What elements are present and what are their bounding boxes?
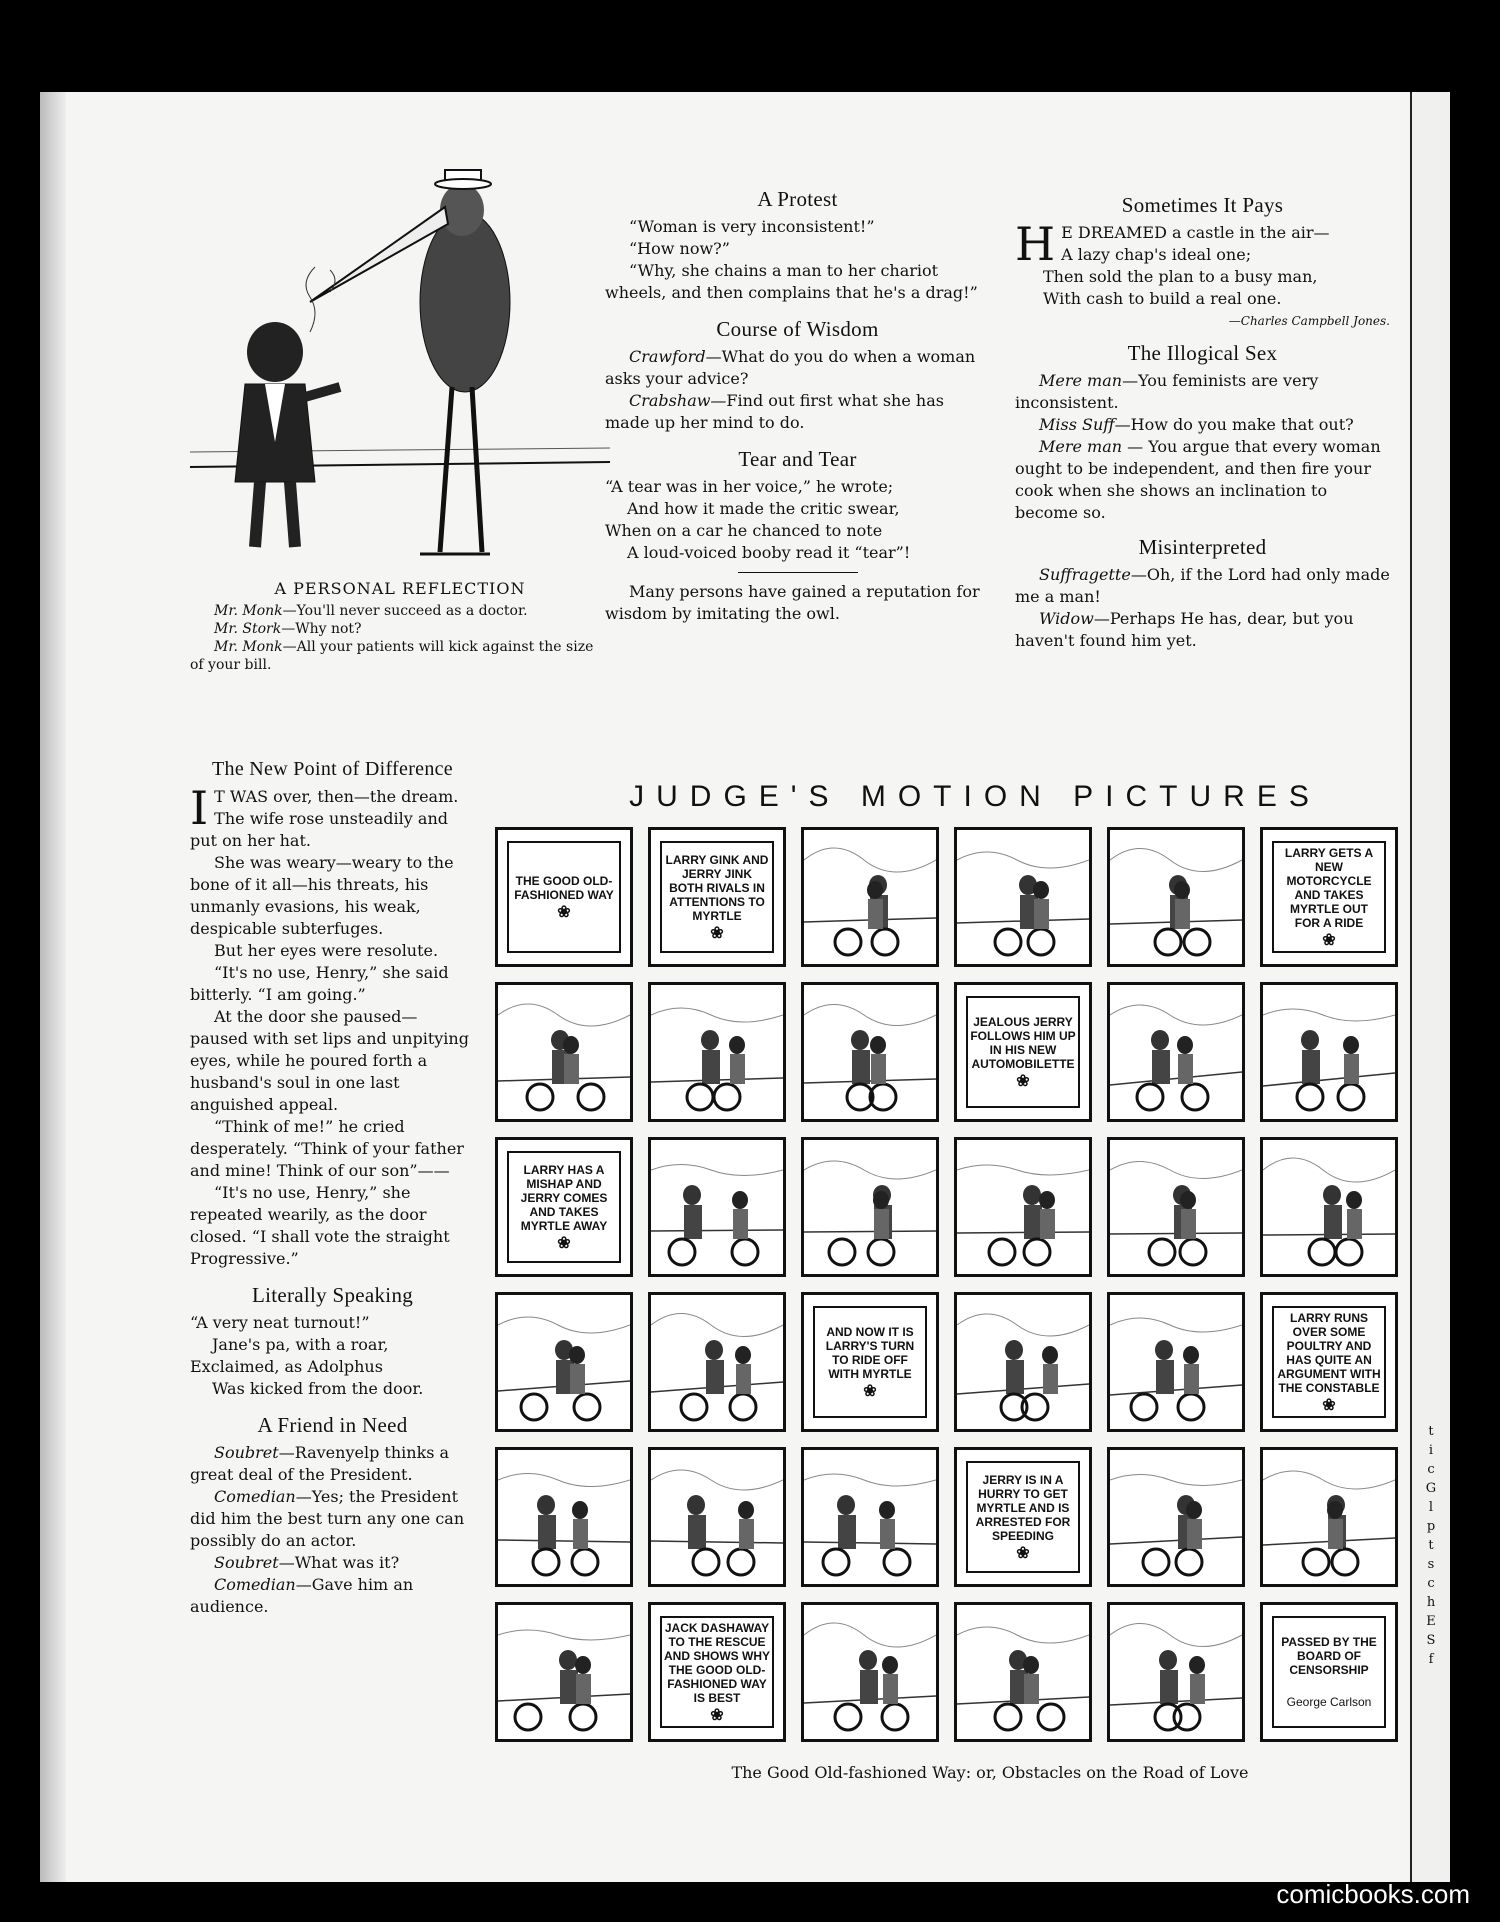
paragraph-text: “Think of me!” he cried desperately. “Think of your father and mine! Think of our son”—— — [190, 1117, 464, 1180]
scene-panel — [495, 1292, 633, 1432]
edge-letter: t — [1428, 1538, 1434, 1553]
scene-illustration — [804, 1605, 936, 1739]
left-column — [190, 752, 475, 1618]
scene-panel — [648, 1292, 786, 1432]
title-card — [813, 1306, 927, 1418]
text-line: “A very neat turnout!” — [190, 1313, 370, 1332]
dialogue-line — [1015, 608, 1390, 652]
right-column — [1015, 188, 1390, 652]
dialogue-text: —All your patients will kick against the size of your bill. — [190, 639, 594, 673]
magazine-page — [40, 92, 1450, 1882]
text-line: And how it made the critic swear, — [627, 499, 900, 518]
title-card-panel — [1260, 827, 1398, 967]
dialogue-line — [190, 602, 610, 620]
speaker-name: Widow — [1039, 609, 1094, 628]
scene-illustration — [957, 830, 1089, 964]
scene-illustration — [1263, 1450, 1395, 1584]
scene-panel — [495, 1602, 633, 1742]
edge-letter: h — [1426, 1595, 1436, 1610]
scene-illustration — [957, 1605, 1089, 1739]
scene-panel — [1107, 1292, 1245, 1432]
dialogue-line — [605, 390, 990, 434]
artist-signature: George Carlson — [1286, 1695, 1372, 1709]
scene-illustration — [804, 1140, 936, 1274]
edge-letter: l — [1428, 1500, 1434, 1515]
dialogue-text: —What do you do when a woman asks your advice? — [605, 347, 976, 388]
flower-icon: ❀ — [863, 1383, 877, 1400]
pays-dropcap: H — [1015, 217, 1056, 271]
scene-panel — [801, 982, 939, 1122]
dialogue-line — [605, 346, 990, 390]
speaker-name: Comedian — [214, 1575, 296, 1594]
text-line: “Woman is very inconsistent!” — [629, 217, 875, 236]
title-card-text: JEALOUS JERRY FOLLOWS HIM UP IN HIS NEW AUTOMOBILETTE — [970, 1015, 1076, 1071]
speaker-name: Suffragette — [1039, 565, 1131, 584]
scene-panel — [1260, 1137, 1398, 1277]
flower-icon: ❀ — [710, 1707, 724, 1724]
pays-verse — [1015, 217, 1390, 310]
dialogue-line — [190, 1574, 475, 1618]
text-line: A loud-voiced booby read it “tear”! — [627, 543, 911, 562]
edge-letter: f — [1428, 1652, 1434, 1667]
title-card — [660, 1616, 774, 1728]
protest-text — [605, 216, 990, 304]
scene-illustration — [1110, 1450, 1242, 1584]
pays-title: Sometimes It Pays — [1121, 193, 1284, 217]
dialogue-text: —Perhaps He has, dear, but you haven't found him yet. — [1015, 609, 1354, 650]
title-card — [507, 1151, 621, 1263]
title-card-panel — [801, 1292, 939, 1432]
scene-illustration — [1110, 1605, 1242, 1739]
text-line: A lazy chap's ideal one; — [1061, 245, 1252, 264]
scene-illustration — [498, 1450, 630, 1584]
flower-icon: ❀ — [557, 904, 571, 921]
scene-panel — [954, 1602, 1092, 1742]
difference-paragraph — [190, 852, 475, 940]
scene-panel — [954, 1137, 1092, 1277]
dialogue-line — [1015, 414, 1390, 436]
speaker-name: Miss Suff — [1039, 415, 1115, 434]
scene-panel — [648, 982, 786, 1122]
scene-illustration — [1263, 985, 1395, 1119]
title-card-panel — [495, 827, 633, 967]
scene-illustration — [651, 1450, 783, 1584]
dialogue-line — [190, 1442, 475, 1486]
scene-panel — [648, 1447, 786, 1587]
dialogue-line — [190, 1552, 475, 1574]
scene-illustration — [1110, 1140, 1242, 1274]
dialogue-text: —Find out first what she has made up her mind to do. — [605, 391, 944, 432]
title-card-panel — [648, 827, 786, 967]
scene-illustration — [957, 1295, 1089, 1429]
middle-column — [605, 182, 990, 625]
site-watermark: comicbooks.com — [1276, 1879, 1470, 1909]
scene-panel — [1260, 1447, 1398, 1587]
edge-letter: t — [1428, 1424, 1434, 1439]
flower-icon: ❀ — [1016, 1073, 1030, 1090]
difference-paragraph — [190, 1006, 475, 1116]
title-card-text: LARRY RUNS OVER SOME POULTRY AND HAS QUITE AN ARGUMENT WITH THE CONSTABLE — [1277, 1311, 1381, 1395]
title-card — [966, 1461, 1080, 1573]
paragraph-text: T WAS over, then—the dream. The wife rose unsteadily and put on her hat. — [190, 787, 459, 850]
title-card — [507, 841, 621, 953]
text-line: Exclaimed, as Adolphus — [190, 1357, 383, 1376]
paragraph-text: She was weary—weary to the bone of it all—his threats, his unmanly evasions, his weak, despicable subterfuges. — [190, 853, 454, 938]
paragraph-text: At the door she paused—paused with set lips and unpitying eyes, while he poured forth a husband's soul in one last anguished appeal. — [190, 1007, 469, 1114]
wisdom-title: Course of Wisdom — [716, 317, 879, 341]
scene-illustration — [804, 830, 936, 964]
text-line: Was kicked from the door. — [212, 1379, 424, 1398]
scene-illustration — [498, 1605, 630, 1739]
dialogue-text: — You argue that every woman ought to be independent, and then fire your cook when she shows an inclination to become so. — [1015, 437, 1381, 522]
speaker-name: Soubret — [214, 1443, 279, 1462]
friend-title: A Friend in Need — [257, 1413, 408, 1437]
flower-icon: ❀ — [1322, 1397, 1336, 1414]
edge-letter: c — [1427, 1576, 1435, 1591]
scene-illustration — [651, 985, 783, 1119]
difference-paragraph — [190, 1116, 475, 1182]
edge-letter: G — [1425, 1481, 1437, 1496]
title-card — [966, 996, 1080, 1108]
dialogue-text: —You feminists are very inconsistent. — [1015, 371, 1319, 412]
scene-illustration — [957, 1140, 1089, 1274]
misinterpreted-title: Misinterpreted — [1138, 535, 1267, 559]
title-card-text: AND NOW IT IS LARRY'S TURN TO RIDE OFF WITH MYRTLE — [825, 1325, 915, 1381]
title-card-text: JERRY IS IN A HURRY TO GET MYRTLE AND IS ARRESTED FOR SPEEDING — [975, 1473, 1071, 1543]
title-card — [1272, 841, 1386, 953]
title-card-panel — [648, 1602, 786, 1742]
scene-panel — [495, 982, 633, 1122]
tear-verse — [605, 476, 990, 564]
scene-panel — [1107, 982, 1245, 1122]
speaker-name: Crawford — [629, 347, 706, 366]
illogical-text — [1015, 370, 1390, 524]
dialogue-line — [190, 638, 610, 674]
title-card-text: LARRY GINK AND JERRY JINK BOTH RIVALS IN ATTENTIONS TO MYRTLE — [665, 853, 769, 923]
title-card — [660, 841, 774, 953]
pays-author: —Charles Campbell Jones. — [1228, 314, 1390, 328]
title-card — [1272, 1616, 1386, 1728]
scene-illustration — [651, 1295, 783, 1429]
flower-icon: ❀ — [1322, 932, 1336, 949]
illogical-title: The Illogical Sex — [1127, 341, 1278, 365]
title-card-text: THE GOOD OLD-FASHIONED WAY — [514, 874, 614, 902]
scene-panel — [954, 827, 1092, 967]
difference-paragraph — [190, 962, 475, 1006]
title-card-text: PASSED BY THE BOARD OF CENSORSHIP — [1281, 1635, 1377, 1677]
text-line: With cash to build a real one. — [1043, 289, 1282, 308]
speaker-name: Comedian — [214, 1487, 296, 1506]
scene-panel — [954, 1292, 1092, 1432]
dialogue-line — [190, 620, 610, 638]
title-card-panel — [495, 1137, 633, 1277]
text-line: When on a car he chanced to note — [605, 521, 883, 540]
flower-icon: ❀ — [557, 1235, 571, 1252]
scene-illustration — [804, 985, 936, 1119]
misinterpreted-text — [1015, 564, 1390, 652]
scene-panel — [1107, 1602, 1245, 1742]
scene-panel — [648, 1137, 786, 1277]
scene-panel — [801, 1602, 939, 1742]
difference-paragraph — [190, 940, 475, 962]
friend-text — [190, 1442, 475, 1618]
edge-letter: E — [1426, 1614, 1436, 1629]
dialogue-text: —Why not? — [281, 621, 362, 637]
scene-illustration — [804, 1450, 936, 1584]
edge-letter: c — [1427, 1462, 1435, 1477]
paragraph-text: “It's no use, Henry,” she repeated wearily, as the door closed. “I shall vote the straight Progressive.” — [190, 1183, 450, 1268]
dialogue-line — [190, 1486, 475, 1552]
dialogue-text: —Gave him an audience. — [190, 1575, 414, 1616]
scene-panel — [1107, 1447, 1245, 1587]
paragraph-text: “It's no use, Henry,” she said bitterly. “I am going.” — [190, 963, 449, 1004]
text-line: Jane's pa, with a roar, — [212, 1335, 389, 1354]
text-line: “A tear was in her voice,” he wrote; — [605, 477, 894, 496]
text-line: “How now?” — [629, 239, 730, 258]
scene-panel — [801, 1447, 939, 1587]
comic-caption: The Good Old-fashioned Way: or, Obstacles on the Road of Love — [731, 1763, 1249, 1782]
title-card-panel — [1260, 1292, 1398, 1432]
text-line: “Why, she chains a man to her chariot wheels, and then complains that he's a drag!” — [605, 261, 978, 302]
scene-illustration — [651, 1140, 783, 1274]
dialogue-text: —What was it? — [278, 1553, 400, 1572]
speaker-name: Soubret — [214, 1553, 279, 1572]
difference-title: The New Point of Difference — [212, 758, 453, 780]
owl-text: Many persons have gained a reputation for wisdom by imitating the owl. — [605, 582, 980, 623]
cartoon-dialogue — [190, 602, 610, 674]
title-card-panel — [954, 1447, 1092, 1587]
protest-title: A Protest — [757, 187, 838, 211]
dialogue-text: —You'll never succeed as a doctor. — [282, 603, 528, 619]
scene-panel — [1107, 1137, 1245, 1277]
difference-dropcap: I — [190, 781, 209, 835]
edge-letter: S — [1426, 1633, 1436, 1648]
scene-panel — [495, 1447, 633, 1587]
dialogue-line — [1015, 436, 1390, 524]
literally-verse — [190, 1312, 475, 1400]
tear-title: Tear and Tear — [738, 447, 857, 471]
edge-letter: s — [1427, 1557, 1435, 1572]
dialogue-text: —Oh, if the Lord had only made me a man! — [1015, 565, 1390, 606]
difference-paragraph — [190, 1182, 475, 1270]
difference-paragraph — [190, 781, 475, 852]
speaker-name: Mr. Stork — [214, 621, 282, 637]
page-spine — [40, 92, 66, 1882]
scene-illustration — [1110, 830, 1242, 964]
scene-illustration — [498, 985, 630, 1119]
flower-icon: ❀ — [1016, 1545, 1030, 1562]
cartoon-block — [190, 152, 610, 674]
text-line: Then sold the plan to a busy man, — [1043, 267, 1318, 286]
scene-illustration — [1110, 985, 1242, 1119]
monk-stork-cartoon — [190, 152, 610, 572]
cartoon-caption-title: A PERSONAL REFLECTION — [274, 579, 526, 598]
title-card-text: LARRY GETS A NEW MOTORCYCLE AND TAKES MYRTLE OUT FOR A RIDE — [1284, 846, 1374, 930]
edge-letter: p — [1426, 1519, 1436, 1534]
speaker-name: Mere man — [1039, 437, 1123, 456]
paragraph-text: But her eyes were resolute. — [214, 941, 439, 960]
speaker-name: Mr. Monk — [214, 639, 283, 655]
scene-illustration — [1263, 1140, 1395, 1274]
dialogue-text: —Yes; the President did him the best turn any one can possibly do an actor. — [190, 1487, 465, 1550]
title-card-text: JACK DASHAWAY TO THE RESCUE AND SHOWS WHY THE GOOD OLD-FASHIONED WAY IS BEST — [664, 1621, 770, 1705]
scene-illustration — [1110, 1295, 1242, 1429]
divider-rule — [738, 572, 858, 573]
comic-panel-grid — [495, 827, 1435, 1742]
text-line: E DREAMED a castle in the air— — [1061, 223, 1330, 242]
edge-letter: i — [1428, 1443, 1434, 1458]
scene-illustration — [498, 1295, 630, 1429]
title-card — [1272, 1306, 1386, 1418]
scene-panel — [1260, 982, 1398, 1122]
motion-pictures-banner: JUDGE'S MOTION PICTURES — [629, 780, 1321, 813]
title-card-panel — [1260, 1602, 1398, 1742]
flower-icon: ❀ — [710, 925, 724, 942]
speaker-name: Mr. Monk — [214, 603, 283, 619]
dialogue-line — [1015, 564, 1390, 608]
dialogue-line — [1015, 370, 1390, 414]
scene-panel — [801, 1137, 939, 1277]
wisdom-text — [605, 346, 990, 434]
title-card-panel — [954, 982, 1092, 1122]
dialogue-text: —How do you make that out? — [1114, 415, 1354, 434]
title-card-text: LARRY HAS A MISHAP AND JERRY COMES AND TAKES MYRTLE AWAY — [520, 1163, 608, 1233]
speaker-name: Crabshaw — [629, 391, 711, 410]
speaker-name: Mere man — [1039, 371, 1123, 390]
scene-panel — [1107, 827, 1245, 967]
dialogue-text: —Ravenyelp thinks a great deal of the President. — [190, 1443, 450, 1484]
difference-text — [190, 781, 475, 1270]
scene-panel — [801, 827, 939, 967]
literally-title: Literally Speaking — [251, 1283, 414, 1307]
